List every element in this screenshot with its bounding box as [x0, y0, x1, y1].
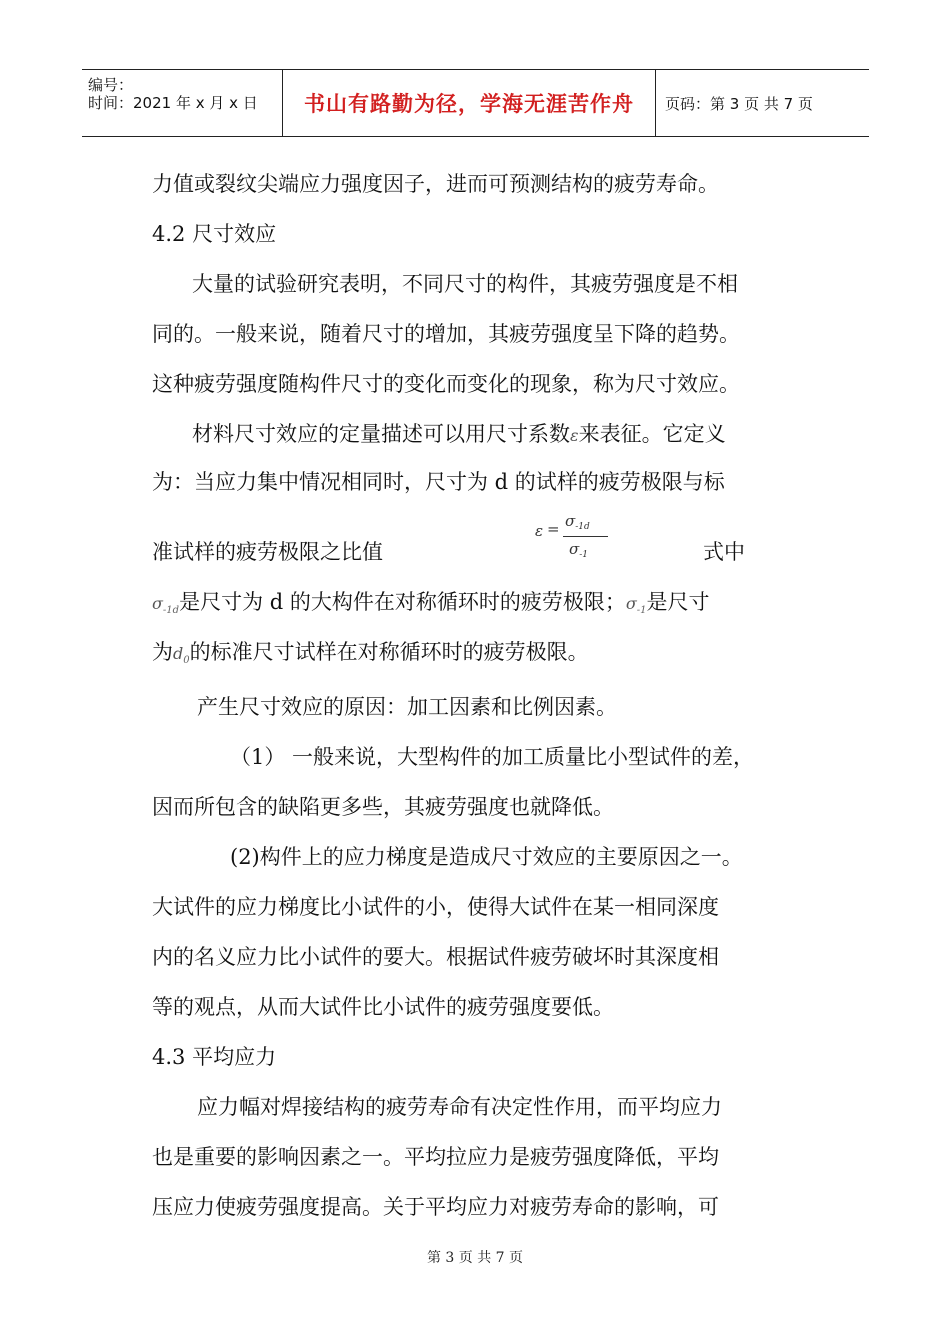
size-factor-formula — [535, 512, 615, 562]
paragraph-line: 大试件的应力梯度比小试件的小，使得大试件在某一相同深度 — [152, 895, 719, 919]
paragraph-line: 准试样的疲劳极限之比值 — [152, 540, 383, 564]
paragraph-line: 式中 — [703, 540, 745, 564]
header-meta — [82, 70, 282, 136]
text-span: 是尺寸 — [646, 590, 710, 614]
paragraph-line: 大量的试验研究表明，不同尺寸的构件，其疲劳强度是不相 — [192, 272, 738, 296]
section-heading-4-3: 4.3 平均应力 — [152, 1045, 277, 1069]
text-span: 来表征。它定义 — [578, 422, 726, 446]
paragraph-line: 因而所包含的缺陷更多些，其疲劳强度也就降低。 — [152, 795, 614, 819]
header-date: 时间：2021 年 x 月 x 日 — [88, 94, 258, 112]
paragraph-line — [152, 588, 710, 625]
page-header — [82, 69, 869, 137]
section-heading-4-2: 4.2 尺寸效应 — [152, 222, 277, 246]
paragraph-line — [152, 638, 589, 675]
header-motto-cell — [282, 70, 656, 136]
text-span: 为 — [152, 640, 173, 664]
paragraph-line: 力值或裂纹尖端应力强度因子，进而可预测结构的疲劳寿命。 — [152, 172, 719, 196]
paragraph-line: 压应力使疲劳强度提高。关于平均应力对疲劳寿命的影响，可 — [152, 1195, 719, 1219]
paragraph-line: 内的名义应力比小试件的要大。根据试件疲劳破坏时其深度相 — [152, 945, 719, 969]
formula-epsilon: ε — [535, 522, 544, 540]
paragraph-line: 这种疲劳强度随构件尺寸的变化而变化的现象，称为尺寸效应。 — [152, 372, 740, 396]
paragraph-line: 产生尺寸效应的原因：加工因素和比例因素。 — [197, 695, 617, 719]
paragraph-line: (2)构件上的应力梯度是造成尺寸效应的主要原因之一。 — [230, 845, 743, 869]
sigma-symbol: $\sigma_{-1d}$ — [152, 594, 180, 616]
paragraph-line: 为：当应力集中情况相同时，尺寸为 d 的试样的疲劳极限与标 — [152, 470, 725, 494]
page-footer: 第 3 页 共 7 页 — [426, 1250, 524, 1266]
paragraph-line — [192, 420, 726, 450]
d0-symbol: $d_0$ — [173, 644, 190, 666]
header-page-info: 页码：第 3 页 共 7 页 — [665, 94, 813, 113]
paragraph-line: 应力幅对焊接结构的疲劳寿命有决定性作用，而平均应力 — [197, 1095, 722, 1119]
epsilon-symbol: ε — [570, 426, 579, 445]
formula-denominator: $\sigma_{-1}$ — [569, 540, 589, 560]
header-number-label: 编号： — [88, 76, 134, 94]
fraction-bar — [563, 536, 608, 537]
formula-numerator: $\sigma_{-1d}$ — [565, 512, 590, 532]
formula-equals: = — [547, 520, 560, 538]
text-span: 是尺寸为 d 的大构件在对称循环时的疲劳极限； — [179, 590, 626, 614]
text-span: 材料尺寸效应的定量描述可以用尺寸系数 — [192, 422, 570, 446]
header-page-info-cell — [655, 70, 869, 136]
text-span: 的标准尺寸试样在对称循环时的疲劳极限。 — [189, 640, 589, 664]
header-motto: 书山有路勤为径，学海无涯苦作舟 — [304, 92, 634, 116]
sigma-symbol: $\sigma_{-1}$ — [625, 594, 647, 616]
paragraph-line: 同的。一般来说，随着尺寸的增加，其疲劳强度呈下降的趋势。 — [152, 322, 740, 346]
paragraph-line: 也是重要的影响因素之一。平均拉应力是疲劳强度降低，平均 — [152, 1145, 719, 1169]
paragraph-line: （1） 一般来说，大型构件的加工质量比小型试件的差， — [230, 745, 755, 769]
paragraph-line: 等的观点，从而大试件比小试件的疲劳强度要低。 — [152, 995, 614, 1019]
